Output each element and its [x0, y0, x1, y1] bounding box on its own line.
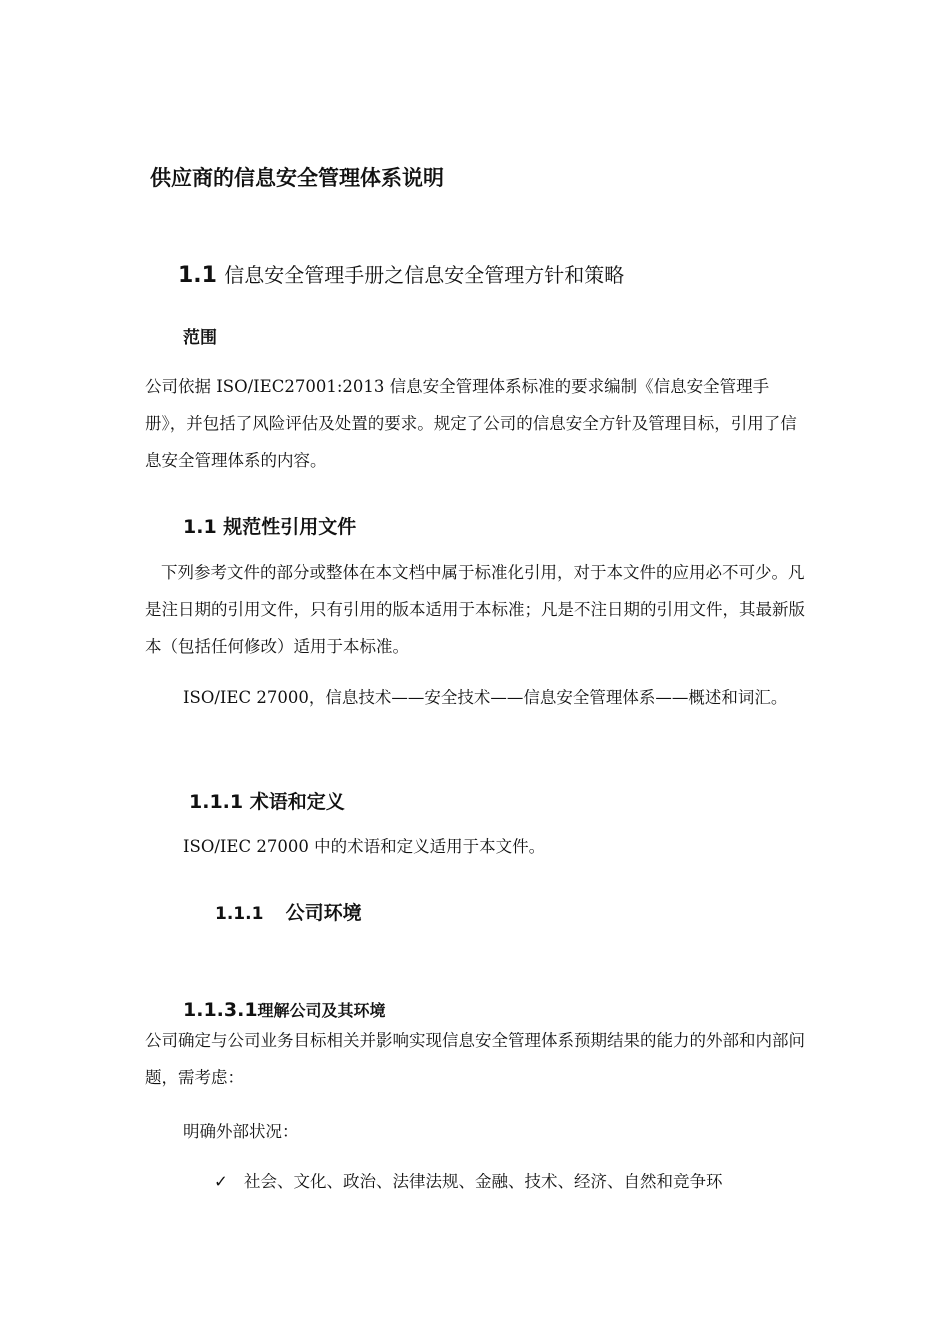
section-heading-1-1 — [178, 259, 624, 288]
section-number: 1.1 — [178, 263, 217, 288]
scope-heading: 范围 — [183, 328, 217, 348]
external-conditions-label: 明确外部状况： — [183, 1122, 299, 1141]
list-item-text: 社会、文化、政治、法律法规、金融、技术、经济、自然和竞争环 — [244, 1172, 723, 1191]
document-title: 供应商的信息安全管理体系说明 — [150, 166, 444, 190]
understanding-title: 理解公司及其环境 — [257, 1001, 386, 1020]
environment-number: 1.1.1 — [215, 904, 264, 924]
terms-paragraph: ISO/IEC 27000 中的术语和定义适用于本文件。 — [183, 837, 546, 856]
understanding-heading — [183, 998, 386, 1021]
section-title: 信息安全管理手册之信息安全管理方针和策略 — [224, 263, 625, 287]
scope-paragraph: 公司依据 ISO/IEC27001:2013 信息安全管理体系标准的要求编制《信息安全管理手册》，并包括了风险评估及处置的要求。规定了公司的信息安全方针及管理目标，引用了信息安全管理体系的内容。 — [145, 377, 797, 470]
reference-iso-27000: ISO/IEC 27000，信息技术——安全技术——信息安全管理体系——概述和词汇。 — [183, 688, 788, 707]
terms-heading: 1.1.1 术语和定义 — [189, 791, 345, 813]
understanding-paragraph: 公司确定与公司业务目标相关并影响实现信息安全管理体系预期结果的能力的外部和内部问题，需考虑： — [145, 1031, 805, 1087]
checkmark-icon: ✓ — [214, 1172, 228, 1191]
list-item — [214, 1163, 814, 1200]
normative-references-paragraph: 下列参考文件的部分或整体在本文档中属于标准化引用，对于本文件的应用必不可少。凡是注日期的引用文件，只有引用的版本适用于本标准；凡是不注日期的引用文件，其最新版本（包括任何修改）适用于本标准。 — [145, 563, 805, 656]
company-environment-heading — [215, 898, 362, 925]
understanding-number: 1.1.3.1 — [183, 999, 258, 1021]
environment-title: 公司环境 — [285, 902, 362, 924]
normative-references-heading: 1.1 规范性引用文件 — [183, 516, 357, 538]
